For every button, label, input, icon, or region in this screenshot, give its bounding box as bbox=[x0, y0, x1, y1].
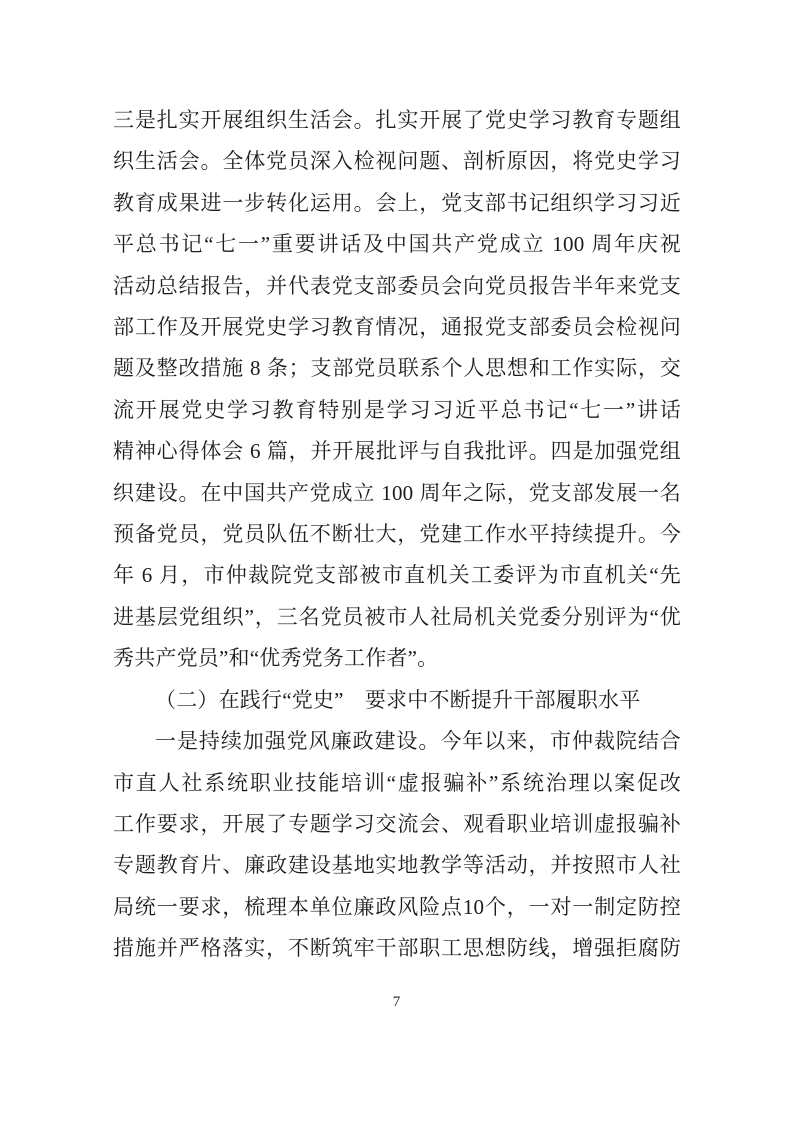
page-number: 7 bbox=[392, 994, 401, 1010]
page-footer bbox=[0, 993, 793, 1011]
text-body bbox=[113, 100, 681, 970]
text-line: 织生活会。全体党员深入检视问题、剖析原因，将党史学习 bbox=[113, 149, 681, 174]
text-line: 活动总结报告，并代表党支部委员会向党员报告半年来党支 bbox=[113, 273, 681, 298]
section-heading: （二）在践行“党史” 要求中不断提升干部履职水平 bbox=[155, 687, 641, 712]
text-line: 部工作及开展党史学习教育情况，通报党支部委员会检视问 bbox=[113, 315, 681, 340]
text-line: 教育成果进一步转化运用。会上，党支部书记组织学习习近 bbox=[113, 190, 681, 215]
text-line: 秀共产党员”和“优秀党务工作者”。 bbox=[113, 646, 439, 671]
text-line: 三是扎实开展组织生活会。扎实开展了党史学习教育专题组 bbox=[113, 108, 681, 132]
text-line: 工作要求，开展了专题学习交流会、观看职业培训虚报骗补 bbox=[113, 811, 681, 836]
text-line: 题及整改措施 8 条；支部党员联系个人思想和工作实际，交 bbox=[113, 356, 681, 381]
text-line: 局统一要求，梳理本单位廉政风险点10个，一对一制定防控 bbox=[113, 894, 681, 919]
text-line: 一是持续加强党风廉政建设。今年以来，市仲裁院结合 bbox=[155, 729, 681, 754]
text-line: 流开展党史学习教育特别是学习习近平总书记“七一”讲话 bbox=[113, 397, 681, 422]
text-line: 预备党员，党员队伍不断壮大，党建工作水平持续提升。今 bbox=[113, 522, 681, 547]
text-line: 织建设。在中国共产党成立 100 周年之际，党支部发展一名 bbox=[113, 480, 681, 505]
text-line: 进基层党组织”，三名党员被市人社局机关党委分别评为“优 bbox=[113, 604, 681, 629]
text-line: 精神心得体会 6 篇，并开展批评与自我批评。四是加强党组 bbox=[113, 439, 681, 464]
text-line: 年 6 月，市仲裁院党支部被市直机关工委评为市直机关“先 bbox=[113, 563, 681, 588]
text-line: 平总书记“七一”重要讲话及中国共产党成立 100 周年庆祝 bbox=[113, 232, 681, 257]
text-line: 市直人社系统职业技能培训“虚报骗补”系统治理以案促改 bbox=[113, 770, 681, 795]
text-line: 措施并严格落实，不断筑牢干部职工思想防线，增强拒腐防 bbox=[113, 936, 681, 961]
text-line: 专题教育片、廉政建设基地实地教学等活动，并按照市人社 bbox=[113, 853, 681, 878]
